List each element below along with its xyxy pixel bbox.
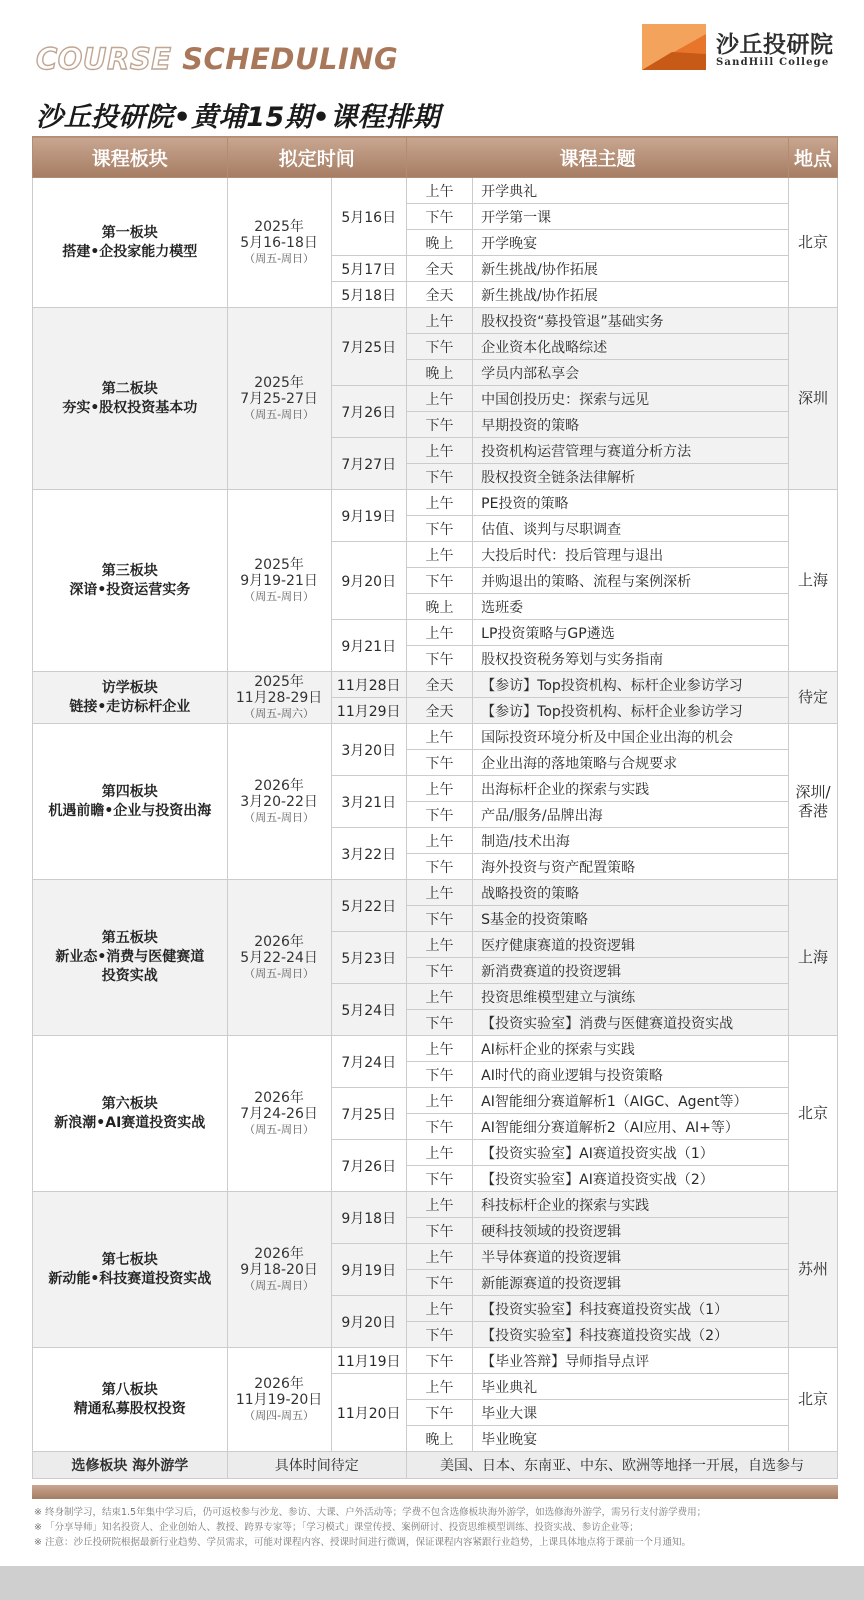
block-location-cell: 深圳 <box>789 308 838 490</box>
block-name-line: 投资实战 <box>101 968 158 984</box>
period-year: 2026年 <box>254 1089 304 1106</box>
block-period-cell <box>227 1348 331 1452</box>
logo-english-name: SandHill College <box>716 57 830 68</box>
day-date-cell: 5月16日 <box>331 178 406 256</box>
block-name-line: 精通私募股权投资 <box>73 1400 186 1417</box>
session-time-cell: 上午 <box>406 620 472 646</box>
footnote-2: ※ 「分享导师」知名投资人、企业创始人、教授、跨界专家等；「学习模式」课堂传授、案例研讨、投资思维模型训练、投资实战、参访企业等； <box>34 1522 639 1533</box>
session-time-cell: 全天 <box>406 256 472 282</box>
session-topic-cell: AI时代的商业逻辑与投资策略 <box>473 1062 789 1088</box>
session-time-cell: 上午 <box>406 386 472 412</box>
block-name-line: 机遇前瞻•企业与投资出海 <box>48 802 212 819</box>
session-time-cell: 上午 <box>406 1192 472 1218</box>
session-time-cell: 上午 <box>406 828 472 854</box>
session-time-cell: 上午 <box>406 932 472 958</box>
table-row <box>33 1192 838 1218</box>
period-weekday: （周五-周六） <box>244 706 315 720</box>
session-time-cell: 下午 <box>406 958 472 984</box>
col-header-location: 地点 <box>789 137 838 178</box>
block-name-line: 新浪潮•AI赛道投资实战 <box>54 1114 206 1131</box>
session-time-cell: 下午 <box>406 1062 472 1088</box>
table-header-row <box>33 137 838 178</box>
block-period-cell <box>227 724 331 880</box>
session-time-cell: 晚上 <box>406 594 472 620</box>
day-date-cell: 11月19日 <box>331 1348 406 1374</box>
session-topic-cell: 战略投资的策略 <box>473 880 789 906</box>
session-time-cell: 下午 <box>406 854 472 880</box>
block-name-line: 第二板块 <box>101 380 158 397</box>
elective-name-cell: 选修板块 海外游学 <box>33 1452 228 1479</box>
session-time-cell: 下午 <box>406 334 472 360</box>
footnote-1: ※ 终身制学习，结束1.5年集中学习后，仍可返校参与沙龙、参访、大课、户外活动等；学费不包含选修板块海外游学，如选修海外游学，需另行支付游学费用； <box>34 1507 707 1518</box>
session-topic-cell: AI智能细分赛道解析1（AIGC、Agent等） <box>473 1088 789 1114</box>
session-topic-cell: PE投资的策略 <box>473 490 789 516</box>
period-range: 11月28-29日 <box>235 689 323 706</box>
block-name-line: 新动能•科技赛道投资实战 <box>48 1270 212 1287</box>
block-name-line: 链接•走访标杆企业 <box>69 698 191 715</box>
session-topic-cell: 【毕业答辩】导师指导点评 <box>473 1348 789 1374</box>
period-year: 2025年 <box>254 218 304 235</box>
day-date-cell: 5月18日 <box>331 282 406 308</box>
scheduling-word: SCHEDULING <box>182 42 399 76</box>
day-date-cell: 5月23日 <box>331 932 406 984</box>
session-topic-cell: 大投后时代：投后管理与退出 <box>473 542 789 568</box>
period-range: 11月19-20日 <box>235 1391 323 1408</box>
session-time-cell: 晚上 <box>406 1426 472 1452</box>
period-weekday: （周五-周日） <box>244 407 315 421</box>
logo-chinese-name: 沙丘投研院 <box>716 31 834 58</box>
session-time-cell: 下午 <box>406 464 472 490</box>
session-time-cell: 上午 <box>406 776 472 802</box>
block-location-cell: 苏州 <box>789 1192 838 1348</box>
period-year: 2026年 <box>254 933 304 950</box>
session-time-cell: 晚上 <box>406 230 472 256</box>
course-word: COURSE <box>36 42 172 76</box>
day-date-cell: 7月27日 <box>331 438 406 490</box>
session-time-cell: 上午 <box>406 542 472 568</box>
footnote-3: ※ 注意：沙丘投研院根据最新行业趋势、学员需求，可能对课程内容、授课时间进行微调，保证课程内容紧跟行业趋势，上课具体地点将于课前一个月通知。 <box>34 1537 691 1548</box>
session-time-cell: 上午 <box>406 1296 472 1322</box>
session-topic-cell: 新消费赛道的投资逻辑 <box>473 958 789 984</box>
block-name-line: 第八板块 <box>101 1381 158 1398</box>
session-topic-cell: 【参访】Top投资机构、标杆企业参访学习 <box>473 698 789 724</box>
block-name-line: 第六板块 <box>101 1095 158 1112</box>
day-date-cell: 7月25日 <box>331 1088 406 1140</box>
block-period-cell <box>227 1036 331 1192</box>
block-location-cell: 北京 <box>789 1036 838 1192</box>
day-date-cell: 5月17日 <box>331 256 406 282</box>
session-time-cell: 下午 <box>406 906 472 932</box>
block-name-line: 新业态•消费与医健赛道 <box>55 949 205 965</box>
period-range: 7月24-26日 <box>240 1105 318 1122</box>
session-topic-cell: 企业资本化战略综述 <box>473 334 789 360</box>
table-row <box>33 1348 838 1374</box>
session-topic-cell: 医疗健康赛道的投资逻辑 <box>473 932 789 958</box>
period-weekday: （周五-周日） <box>244 1278 315 1292</box>
block-period-cell <box>227 672 331 724</box>
session-time-cell: 上午 <box>406 490 472 516</box>
session-time-cell: 下午 <box>406 1218 472 1244</box>
day-date-cell: 5月22日 <box>331 880 406 932</box>
course-scheduling-heading <box>36 42 398 76</box>
session-topic-cell: 选班委 <box>473 594 789 620</box>
session-topic-cell: 【投资实验室】消费与医健赛道投资实战 <box>473 1010 789 1036</box>
schedule-table <box>32 136 838 1479</box>
block-location-cell: 待定 <box>789 672 838 724</box>
session-topic-cell: 毕业大课 <box>473 1400 789 1426</box>
table-bottom-band <box>32 1485 838 1499</box>
session-time-cell: 下午 <box>406 1010 472 1036</box>
session-topic-cell: 产品/服务/品牌出海 <box>473 802 789 828</box>
session-topic-cell: 新生挑战/协作拓展 <box>473 282 789 308</box>
session-time-cell: 上午 <box>406 1244 472 1270</box>
session-topic-cell: 【投资实验室】AI赛道投资实战（1） <box>473 1140 789 1166</box>
session-time-cell: 下午 <box>406 1166 472 1192</box>
period-range: 7月25-27日 <box>240 390 318 407</box>
period-year: 2025年 <box>254 374 304 391</box>
period-year: 2026年 <box>254 1245 304 1262</box>
day-date-cell: 11月20日 <box>331 1374 406 1452</box>
page-header <box>0 0 864 135</box>
session-time-cell: 上午 <box>406 178 472 204</box>
period-weekday: （周五-周日） <box>244 251 315 265</box>
session-time-cell: 全天 <box>406 672 472 698</box>
block-name-cell <box>33 1192 228 1348</box>
sandhill-logo-icon <box>642 24 706 70</box>
session-time-cell: 上午 <box>406 308 472 334</box>
period-weekday: （周五-周日） <box>244 589 315 603</box>
session-topic-cell: 并购退出的策略、流程与案例深析 <box>473 568 789 594</box>
session-topic-cell: 股权投资税务筹划与实务指南 <box>473 646 789 672</box>
session-topic-cell: 投资机构运营管理与赛道分析方法 <box>473 438 789 464</box>
session-topic-cell: 中国创投历史：探索与远见 <box>473 386 789 412</box>
period-range: 9月19-21日 <box>240 572 318 589</box>
footnotes <box>34 1505 840 1550</box>
session-topic-cell: 早期投资的策略 <box>473 412 789 438</box>
period-range: 5月22-24日 <box>240 949 318 966</box>
period-weekday: （周五-周日） <box>244 966 315 980</box>
block-name-cell <box>33 1036 228 1192</box>
block-location-cell: 上海 <box>789 490 838 672</box>
period-year: 2026年 <box>254 777 304 794</box>
session-topic-cell: AI标杆企业的探索与实践 <box>473 1036 789 1062</box>
session-topic-cell: 股权投资“募投管退”基础实务 <box>473 308 789 334</box>
session-topic-cell: 开学典礼 <box>473 178 789 204</box>
elective-desc-cell: 美国、日本、东南亚、中东、欧洲等地择一开展，自选参与 <box>406 1452 837 1479</box>
table-row <box>33 1036 838 1062</box>
block-period-cell <box>227 1192 331 1348</box>
block-name-line: 第三板块 <box>101 562 158 579</box>
block-name-cell <box>33 308 228 490</box>
block-period-cell <box>227 178 331 308</box>
session-time-cell: 下午 <box>406 1400 472 1426</box>
block-name-line: 搭建•企投家能力模型 <box>62 243 198 260</box>
block-name-cell <box>33 1348 228 1452</box>
session-topic-cell: 【投资实验室】AI赛道投资实战（2） <box>473 1166 789 1192</box>
session-time-cell: 晚上 <box>406 360 472 386</box>
session-topic-cell: 制造/技术出海 <box>473 828 789 854</box>
period-range: 9月18-20日 <box>240 1261 318 1278</box>
period-range: 3月20-22日 <box>240 793 318 810</box>
period-year: 2025年 <box>254 673 304 690</box>
session-time-cell: 下午 <box>406 1270 472 1296</box>
period-range: 5月16-18日 <box>240 234 318 251</box>
session-topic-cell: 毕业典礼 <box>473 1374 789 1400</box>
block-location-cell: 北京 <box>789 178 838 308</box>
block-name-cell <box>33 880 228 1036</box>
session-topic-cell: 开学晚宴 <box>473 230 789 256</box>
block-period-cell <box>227 308 331 490</box>
day-date-cell: 9月18日 <box>331 1192 406 1244</box>
session-topic-cell: LP投资策略与GP遴选 <box>473 620 789 646</box>
day-date-cell: 7月24日 <box>331 1036 406 1088</box>
sandhill-logo <box>642 22 842 74</box>
session-topic-cell: 出海标杆企业的探索与实践 <box>473 776 789 802</box>
session-topic-cell: AI智能细分赛道解析2（AI应用、AI+等） <box>473 1114 789 1140</box>
session-topic-cell: 新生挑战/协作拓展 <box>473 256 789 282</box>
block-name-line: 访学板块 <box>101 679 158 696</box>
session-time-cell: 上午 <box>406 724 472 750</box>
session-time-cell: 下午 <box>406 412 472 438</box>
day-date-cell: 11月28日 <box>331 672 406 698</box>
table-row <box>33 178 838 204</box>
block-name-line: 夯实•股权投资基本功 <box>62 399 198 416</box>
block-location-cell: 北京 <box>789 1348 838 1452</box>
day-date-cell: 3月21日 <box>331 776 406 828</box>
session-topic-cell: 开学第一课 <box>473 204 789 230</box>
session-time-cell: 下午 <box>406 516 472 542</box>
day-date-cell: 11月29日 <box>331 698 406 724</box>
period-weekday: （周五-周日） <box>244 810 315 824</box>
schedule-body <box>33 178 838 1479</box>
table-row <box>33 308 838 334</box>
block-period-cell <box>227 490 331 672</box>
table-row <box>33 724 838 750</box>
session-time-cell: 上午 <box>406 1088 472 1114</box>
session-topic-cell: 企业出海的落地策略与合规要求 <box>473 750 789 776</box>
session-topic-cell: 国际投资环境分析及中国企业出海的机会 <box>473 724 789 750</box>
block-location-cell: 深圳/ 香港 <box>789 724 838 880</box>
session-topic-cell: 毕业晚宴 <box>473 1426 789 1452</box>
day-date-cell: 5月24日 <box>331 984 406 1036</box>
day-date-cell: 7月26日 <box>331 386 406 438</box>
block-location-cell: 上海 <box>789 880 838 1036</box>
session-time-cell: 上午 <box>406 1374 472 1400</box>
table-row <box>33 880 838 906</box>
day-date-cell: 7月25日 <box>331 308 406 386</box>
day-date-cell: 7月26日 <box>331 1140 406 1192</box>
footer-bar <box>0 1566 864 1600</box>
period-year: 2026年 <box>254 1375 304 1392</box>
block-name-line: 第一板块 <box>101 224 158 241</box>
session-topic-cell: 【参访】Top投资机构、标杆企业参访学习 <box>473 672 789 698</box>
session-time-cell: 下午 <box>406 646 472 672</box>
session-time-cell: 下午 <box>406 1322 472 1348</box>
period-weekday: （周五-周日） <box>244 1122 315 1136</box>
session-topic-cell: 海外投资与资产配置策略 <box>473 854 789 880</box>
session-topic-cell: 【投资实验室】科技赛道投资实战（1） <box>473 1296 789 1322</box>
session-time-cell: 下午 <box>406 750 472 776</box>
session-topic-cell: 股权投资全链条法律解析 <box>473 464 789 490</box>
day-date-cell: 9月19日 <box>331 1244 406 1296</box>
session-topic-cell: 投资思维模型建立与演练 <box>473 984 789 1010</box>
session-time-cell: 下午 <box>406 802 472 828</box>
session-time-cell: 下午 <box>406 1348 472 1374</box>
session-topic-cell: 估值、谈判与尽职调查 <box>473 516 789 542</box>
day-date-cell: 3月20日 <box>331 724 406 776</box>
block-name-line: 第七板块 <box>101 1251 158 1268</box>
table-row <box>33 672 838 698</box>
block-name-cell <box>33 672 228 724</box>
period-weekday: （周四-周五） <box>244 1408 315 1422</box>
session-time-cell: 上午 <box>406 880 472 906</box>
page-title: 沙丘投研院•黄埔15期•课程排期 <box>36 102 441 133</box>
block-name-cell <box>33 490 228 672</box>
session-topic-cell: S基金的投资策略 <box>473 906 789 932</box>
day-date-cell: 9月19日 <box>331 490 406 542</box>
block-name-line: 深谙•投资运营实务 <box>69 581 191 598</box>
block-name-cell <box>33 178 228 308</box>
session-time-cell: 全天 <box>406 282 472 308</box>
elective-time-cell: 具体时间待定 <box>227 1452 406 1479</box>
block-name-line: 第五板块 <box>101 930 158 946</box>
session-topic-cell: 新能源赛道的投资逻辑 <box>473 1270 789 1296</box>
session-topic-cell: 硬科技领域的投资逻辑 <box>473 1218 789 1244</box>
session-topic-cell: 学员内部私享会 <box>473 360 789 386</box>
session-topic-cell: 科技标杆企业的探索与实践 <box>473 1192 789 1218</box>
col-header-topic: 课程主题 <box>406 137 788 178</box>
block-period-cell <box>227 880 331 1036</box>
session-time-cell: 下午 <box>406 1114 472 1140</box>
period-year: 2025年 <box>254 556 304 573</box>
session-time-cell: 上午 <box>406 984 472 1010</box>
day-date-cell: 9月20日 <box>331 542 406 620</box>
session-time-cell: 上午 <box>406 1036 472 1062</box>
day-date-cell: 9月20日 <box>331 1296 406 1348</box>
day-date-cell: 3月22日 <box>331 828 406 880</box>
block-name-cell <box>33 724 228 880</box>
session-time-cell: 上午 <box>406 1140 472 1166</box>
block-name-line: 第四板块 <box>101 783 158 800</box>
session-topic-cell: 半导体赛道的投资逻辑 <box>473 1244 789 1270</box>
col-header-time: 拟定时间 <box>227 137 406 178</box>
session-topic-cell: 【投资实验室】科技赛道投资实战（2） <box>473 1322 789 1348</box>
session-time-cell: 全天 <box>406 698 472 724</box>
session-time-cell: 上午 <box>406 438 472 464</box>
elective-row <box>33 1452 838 1479</box>
table-row <box>33 490 838 516</box>
session-time-cell: 下午 <box>406 568 472 594</box>
day-date-cell: 9月21日 <box>331 620 406 672</box>
session-time-cell: 下午 <box>406 204 472 230</box>
col-header-block: 课程板块 <box>33 137 228 178</box>
